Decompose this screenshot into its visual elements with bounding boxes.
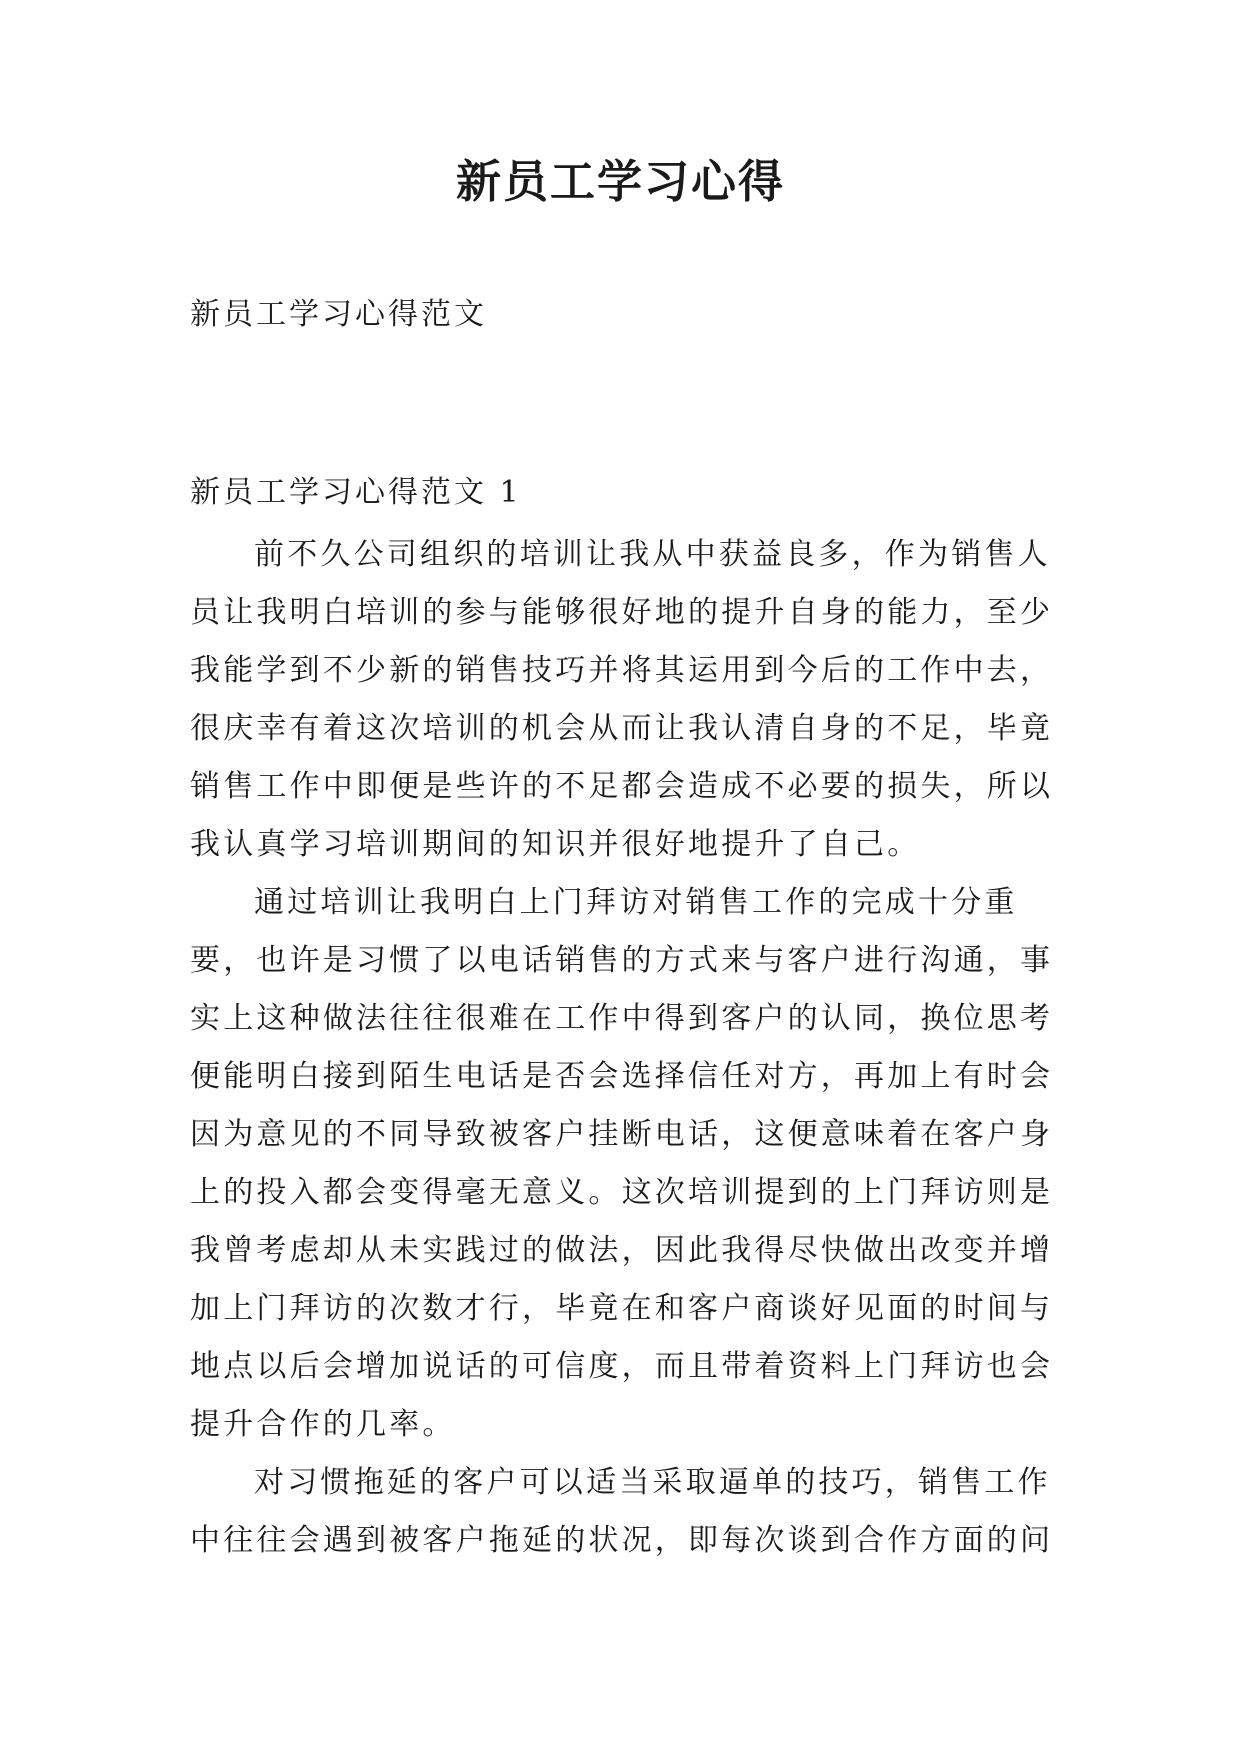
text-line: 我能学到不少新的销售技巧并将其运用到今后的工作中去，: [190, 653, 1054, 688]
text-line: 员让我明白培训的参与能够很好地的提升自身的能力，至少: [190, 595, 1054, 630]
text-line: 前不久公司组织的培训让我从中获益良多，作为销售人: [254, 537, 1051, 572]
text-line: 对习惯拖延的客户可以适当采取逼单的技巧，销售工作: [254, 1465, 1051, 1500]
text-line: 很庆幸有着这次培训的机会从而让我认清自身的不足，毕竟: [190, 711, 1054, 746]
text-line: 实上这种做法往往很难在工作中得到客户的认同，换位思考: [190, 1001, 1054, 1036]
text-line: 提升合作的几率。: [190, 1407, 456, 1442]
document-title: 新员工学习心得: [455, 155, 785, 208]
text-line: 要，也许是习惯了以电话销售的方式来与客户进行沟通，事: [190, 943, 1054, 978]
paragraph-3: [190, 1454, 1055, 1570]
text-line: 因为意见的不同导致被客户挂断电话，这便意味着在客户身: [190, 1117, 1054, 1152]
paragraph-2: [190, 874, 1055, 1454]
text-line: 我曾考虑却从未实践过的做法，因此我得尽快做出改变并增: [190, 1233, 1054, 1268]
text-line: 销售工作中即便是些许的不足都会造成不必要的损失，所以: [190, 769, 1054, 804]
text-line: 加上门拜访的次数才行，毕竟在和客户商谈好见面的时间与: [190, 1291, 1054, 1326]
text-line: 中往往会遇到被客户拖延的状况，即每次谈到合作方面的问: [190, 1523, 1054, 1558]
paragraph-1: [190, 526, 1055, 874]
text-line: 通过培训让我明白上门拜访对销售工作的完成十分重: [254, 885, 1018, 920]
document-subtitle: 新员工学习心得范文: [190, 297, 487, 332]
text-line: 我认真学习培训期间的知识并很好地提升了自己。: [190, 827, 921, 862]
section-heading: 新员工学习心得范文 1: [190, 475, 522, 510]
body-text: [190, 526, 1055, 1570]
text-line: 上的投入都会变得毫无意义。这次培训提到的上门拜访则是: [190, 1175, 1054, 1210]
text-line: 地点以后会增加说话的可信度，而且带着资料上门拜访也会: [190, 1349, 1054, 1384]
text-line: 便能明白接到陌生电话是否会选择信任对方，再加上有时会: [190, 1059, 1054, 1094]
